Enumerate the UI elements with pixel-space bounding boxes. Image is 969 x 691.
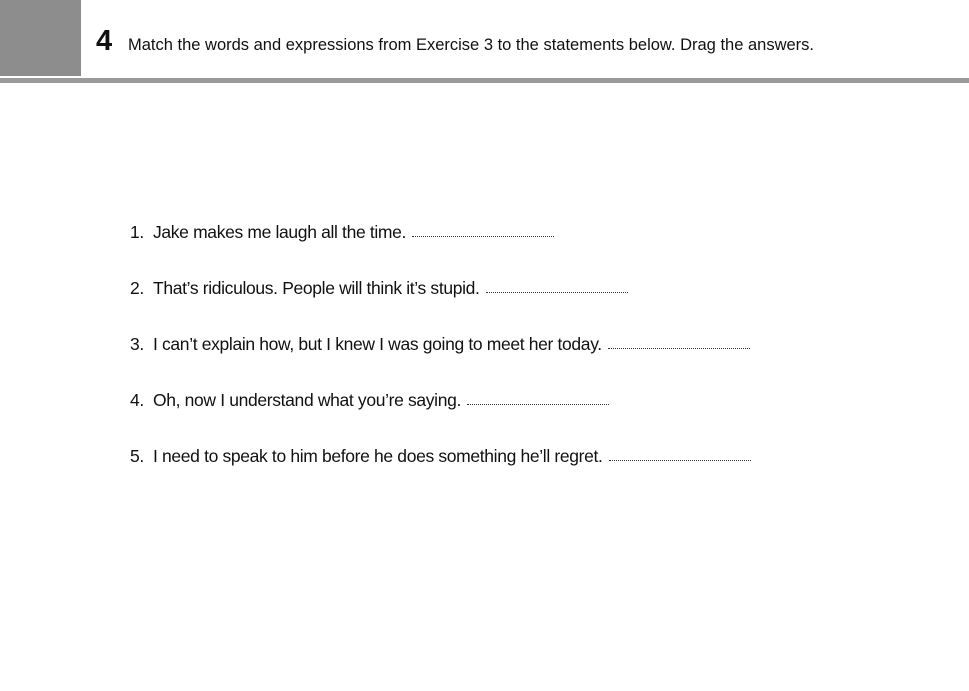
exercise-number: 4 bbox=[96, 25, 113, 57]
answer-drop-slot-1[interactable] bbox=[412, 235, 554, 237]
statement-text: Oh, now I understand what you’re saying. bbox=[153, 390, 461, 410]
header-divider bbox=[0, 78, 969, 83]
statement-text: I need to speak to him before he does something he’ll regret. bbox=[153, 446, 603, 466]
statement-number: 4. bbox=[130, 390, 144, 410]
statement-item-2 bbox=[130, 278, 751, 334]
statement-number: 5. bbox=[130, 446, 144, 466]
statement-item-5 bbox=[130, 446, 751, 502]
statement-text: I can’t explain how, but I knew I was going to meet her today. bbox=[153, 334, 602, 354]
answer-drop-slot-3[interactable] bbox=[608, 347, 750, 349]
header-accent-block bbox=[0, 0, 81, 76]
statement-number: 1. bbox=[130, 222, 144, 242]
statement-number: 2. bbox=[130, 278, 144, 298]
exercise-header bbox=[0, 0, 969, 79]
statement-text: That’s ridiculous. People will think it’s stupid. bbox=[153, 278, 480, 298]
answer-drop-slot-2[interactable] bbox=[486, 291, 628, 293]
statement-item-3 bbox=[130, 334, 751, 390]
statement-number: 3. bbox=[130, 334, 144, 354]
statement-item-1 bbox=[130, 222, 751, 278]
answer-drop-slot-4[interactable] bbox=[467, 403, 609, 405]
answer-drop-slot-5[interactable] bbox=[609, 459, 751, 461]
statement-item-4 bbox=[130, 390, 751, 446]
statement-text: Jake makes me laugh all the time. bbox=[153, 222, 407, 242]
exercise-instruction: Match the words and expressions from Exercise 3 to the statements below. Drag the answers. bbox=[128, 36, 814, 54]
statement-list bbox=[130, 222, 751, 502]
